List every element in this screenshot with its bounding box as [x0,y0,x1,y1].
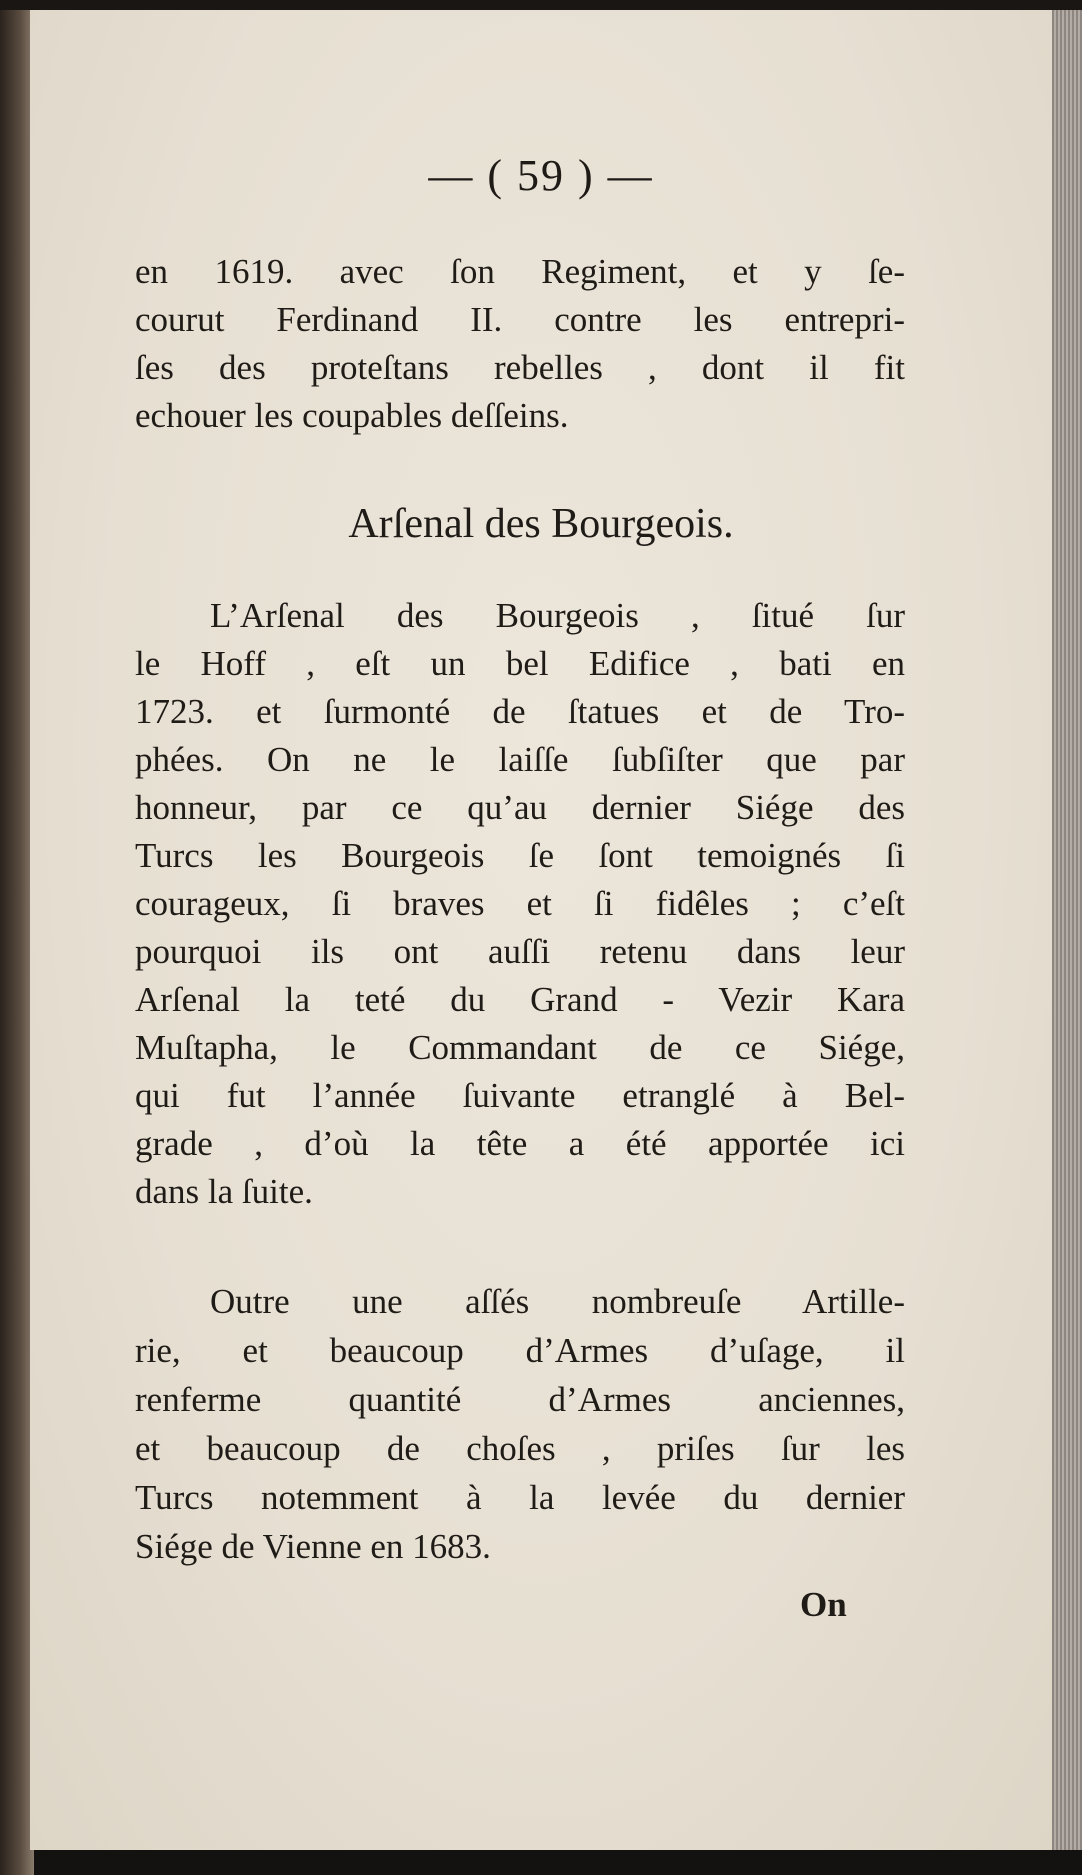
text-line: pourquoi ils ont auſſi retenu dans leur [135,932,905,971]
text-line: qui fut l’année ſuivante etranglé à Bel- [135,1076,905,1115]
page-edges [1052,10,1082,1850]
text-line: grade , d’où la tête a été apportée ici [135,1124,905,1163]
text-line: dans la ſuite. [135,1172,313,1211]
section-heading: Arſenal des Bourgeois. [348,501,734,547]
text-line: 1723. et ſurmonté de ſtatues et de Tro- [135,692,905,731]
text-line: courut Ferdinand II. contre les entrepri- [135,300,905,339]
text-line: renferme quantité d’Armes anciennes, [135,1380,905,1419]
text-line: Arſenal la teté du Grand - Vezir Kara [135,980,905,1019]
text-line: Muſtapha, le Commandant de ce Siége, [135,1028,905,1067]
text-line: le Hoff , eſt un bel Edifice , bati en [135,644,905,683]
text-line: Siége de Vienne en 1683. [135,1527,491,1566]
text-line: courageux, ſi braves et ſi fidêles ; c’eſt [135,884,905,923]
text-line: Turcs les Bourgeois ſe ſont temoignés ſi [135,836,905,875]
catchword: On [800,1585,847,1624]
text-line: phées. On ne le laiſſe ſubſiſter que par [135,740,905,779]
book-spine-shadow [0,0,34,1875]
text-line: Turcs notemment à la levée du dernier [135,1478,905,1517]
top-border [0,0,1082,10]
text-line: en 1619. avec ſon Regiment, et y ſe- [135,252,905,291]
text-line: Outre une aſſés nombreuſe Artille- [210,1282,905,1321]
text-line: et beaucoup de choſes , priſes ſur les [135,1429,905,1468]
page-number: — ( 59 ) — [428,151,654,200]
text-line: ſes des proteſtans rebelles , dont il fit [135,348,905,387]
text-line: L’Arſenal des Bourgeois , ſitué ſur [210,596,905,635]
text-line: echouer les coupables deſſeins. [135,396,569,435]
text-line: rie, et beaucoup d’Armes d’uſage, il [135,1331,905,1370]
text-line: honneur, par ce qu’au dernier Siége des [135,788,905,827]
